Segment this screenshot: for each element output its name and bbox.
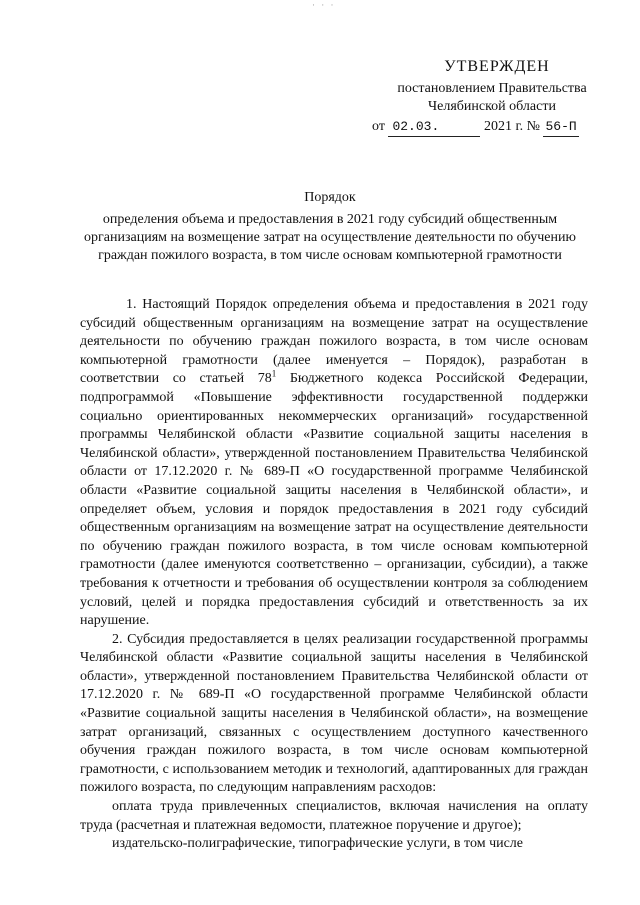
approval-stamp [372, 58, 612, 137]
approval-line-2: Челябинской области [428, 99, 556, 114]
paragraph-4: издательско-полиграфические, типографические услуги, в том числе [112, 836, 524, 852]
approval-line-1: постановлением Правительства [397, 81, 587, 96]
document-body [80, 296, 588, 854]
date-prefix: от [372, 119, 385, 134]
paragraph-2: 2. Субсидия предоставляется в целях реализации государственной программы Челябинской области «Развитие социальной защиты населения в Челябинской области», утвержденной постановлением Правительства Челябинской области от 17.12.2020 г. № 689-П «О государственной программе Челябинской области «Развитие социальной защиты населения в Челябинской области», на возмещение затрат организаций, связанных с осуществлением доступного качественного обучения граждан пожилого возраста, в том числе основам компьютерной грамотности, с использованием методик и технологий, адаптированных для граждан пожилого возраста, по следующим направлениям расходов: [80, 631, 588, 796]
paragraph-3: оплата труда привлеченных специалистов, включая начисления на оплату труда (расчетная и платежная ведомости, платежное поручение и другое); [80, 799, 588, 833]
approval-title: УТВЕРЖДЕН [444, 58, 550, 75]
document-number: 56-П [543, 118, 579, 137]
page-top-mark: · · · [312, 0, 336, 10]
paragraph-1-text-b: Бюджетного кодекса Российской Федерации, подпрограммой «Повышение эффективности государственной поддержки социально ориентированных некоммерческих организаций» государственной программы Челябинской области «Развитие социальной защиты населения в Челябинской области», утвержденной постановлением Правительства Челябинской области от 17.12.2020 г. № 689-П «О государственной программе Челябинской области «Развитие социальной защиты населения в Челябинской области», и определяет объем, условия и порядок предоставления в 2021 году субсидий общественным организациям на возмещение затрат на осуществление деятельности по обучению граждан пожилого возраста, в том числе основам компьютерной грамотности (далее именуются соответственно – организации, субсидии), а также требования к отчетности и требования об осуществлении контроля за соблюдением условий, целей и порядка предоставления субсидий и ответственность за их нарушение. [80, 371, 588, 629]
document-heading [80, 189, 580, 265]
article-superscript: 1 [271, 368, 277, 379]
year-text: 2021 г. № [483, 119, 540, 134]
approval-date-line [372, 118, 612, 137]
paragraph-1 [80, 296, 588, 631]
document-title: Порядок [304, 190, 356, 205]
date-value: 02.03. [388, 118, 480, 137]
document-subtitle: определения объема и предоставления в 2021 году субсидий общественным организациям на возмещение затрат на осуществление деятельности по обучению граждан пожилого возраста, в том числе основам компьютерной грамотности [84, 212, 576, 263]
paragraph-1-text-a: 1. Настоящий Порядок определения объема и предоставления в 2021 году субсидий общественным организациям на возмещение затрат на осуществление деятельности по обучению граждан пожилого возраста, в том числе основам компьютерной грамотности (далее именуется – Порядок), разработан в соответствии со статьей 78 [80, 297, 588, 387]
